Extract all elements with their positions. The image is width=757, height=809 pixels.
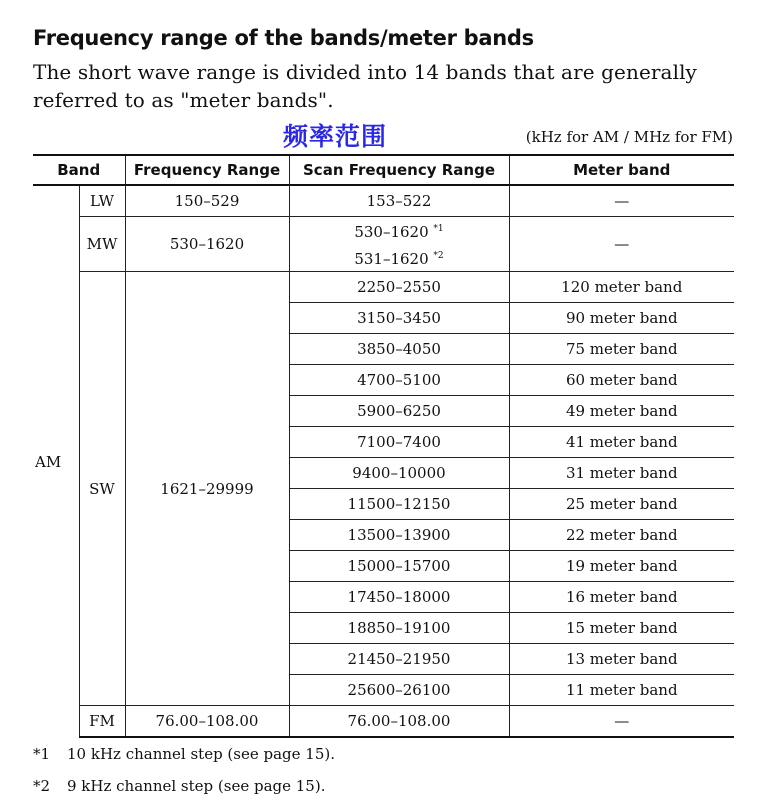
band-fm-cell: FM	[79, 706, 125, 738]
meter-sw-cell: 13 meter band	[509, 644, 734, 675]
scan-mw-cell	[289, 217, 509, 272]
scan-sw-cell: 21450–21950	[289, 644, 509, 675]
scan-mw-value-1: 530–1620	[354, 223, 429, 241]
intro-paragraph: The short wave range is divided into 14 bands that are generally referred to as "meter bands".	[33, 60, 697, 112]
scan-mw-value-2: 531–1620	[354, 250, 429, 268]
meter-sw-cell: 90 meter band	[509, 303, 734, 334]
band-lw-cell: LW	[79, 185, 125, 217]
meter-sw-cell: 60 meter band	[509, 365, 734, 396]
scan-sw-cell: 3150–3450	[289, 303, 509, 334]
meter-sw-cell: 120 meter band	[509, 272, 734, 303]
footnote-marker-1: *1	[433, 224, 444, 234]
scan-sw-cell: 18850–19100	[289, 613, 509, 644]
scan-sw-cell: 5900–6250	[289, 396, 509, 427]
meter-sw-cell: 49 meter band	[509, 396, 734, 427]
scan-lw-cell: 153–522	[289, 185, 509, 217]
scan-sw-cell: 7100–7400	[289, 427, 509, 458]
header-frequency-range: Frequency Range	[125, 155, 289, 185]
header-band: Band	[33, 155, 125, 185]
header-meter-band: Meter band	[509, 155, 734, 185]
meter-sw-cell: 11 meter band	[509, 675, 734, 706]
scan-sw-cell: 2250–2550	[289, 272, 509, 303]
meter-sw-cell: 25 meter band	[509, 489, 734, 520]
footnotes	[33, 742, 335, 806]
chinese-title: 频率范围	[283, 122, 388, 151]
meter-fm-cell: —	[509, 706, 734, 738]
meter-sw-cell: 31 meter band	[509, 458, 734, 489]
meter-sw-cell: 41 meter band	[509, 427, 734, 458]
header-scan-frequency-range: Scan Frequency Range	[289, 155, 509, 185]
footnote-marker-2: *2	[433, 251, 444, 261]
table-row-fm	[33, 706, 734, 738]
unit-note: (kHz for AM / MHz for FM)	[525, 128, 733, 146]
footnote-1: *1 10 kHz channel step (see page 15).	[33, 745, 336, 763]
table-row-mw	[33, 217, 734, 272]
frequency-table	[33, 154, 734, 738]
scan-fm-cell: 76.00–108.00	[289, 706, 509, 738]
meter-sw-cell: 19 meter band	[509, 551, 734, 582]
scan-sw-cell: 11500–12150	[289, 489, 509, 520]
table-row-lw	[33, 185, 734, 217]
meter-sw-cell: 75 meter band	[509, 334, 734, 365]
table-header-row	[33, 155, 734, 185]
footnote-2: *2 9 kHz channel step (see page 15).	[33, 777, 326, 795]
band-mw-cell: MW	[79, 217, 125, 272]
band-sw-cell: SW	[79, 272, 125, 706]
freq-fm-cell: 76.00–108.00	[125, 706, 289, 738]
meter-sw-cell: 15 meter band	[509, 613, 734, 644]
meter-sw-cell: 22 meter band	[509, 520, 734, 551]
meter-lw-cell: —	[509, 185, 734, 217]
scan-sw-cell: 4700–5100	[289, 365, 509, 396]
scan-sw-cell: 13500–13900	[289, 520, 509, 551]
scan-sw-cell: 17450–18000	[289, 582, 509, 613]
meter-sw-cell: 16 meter band	[509, 582, 734, 613]
freq-sw-cell: 1621–29999	[125, 272, 289, 706]
scan-sw-cell: 3850–4050	[289, 334, 509, 365]
scan-sw-cell: 9400–10000	[289, 458, 509, 489]
table-row-sw	[33, 272, 734, 303]
scan-sw-cell: 25600–26100	[289, 675, 509, 706]
scan-sw-cell: 15000–15700	[289, 551, 509, 582]
band-am-cell: AM	[35, 452, 62, 471]
meter-mw-cell: —	[509, 217, 734, 272]
freq-mw-cell: 530–1620	[125, 217, 289, 272]
section-heading: Frequency range of the bands/meter bands	[33, 26, 534, 50]
freq-lw-cell: 150–529	[125, 185, 289, 217]
